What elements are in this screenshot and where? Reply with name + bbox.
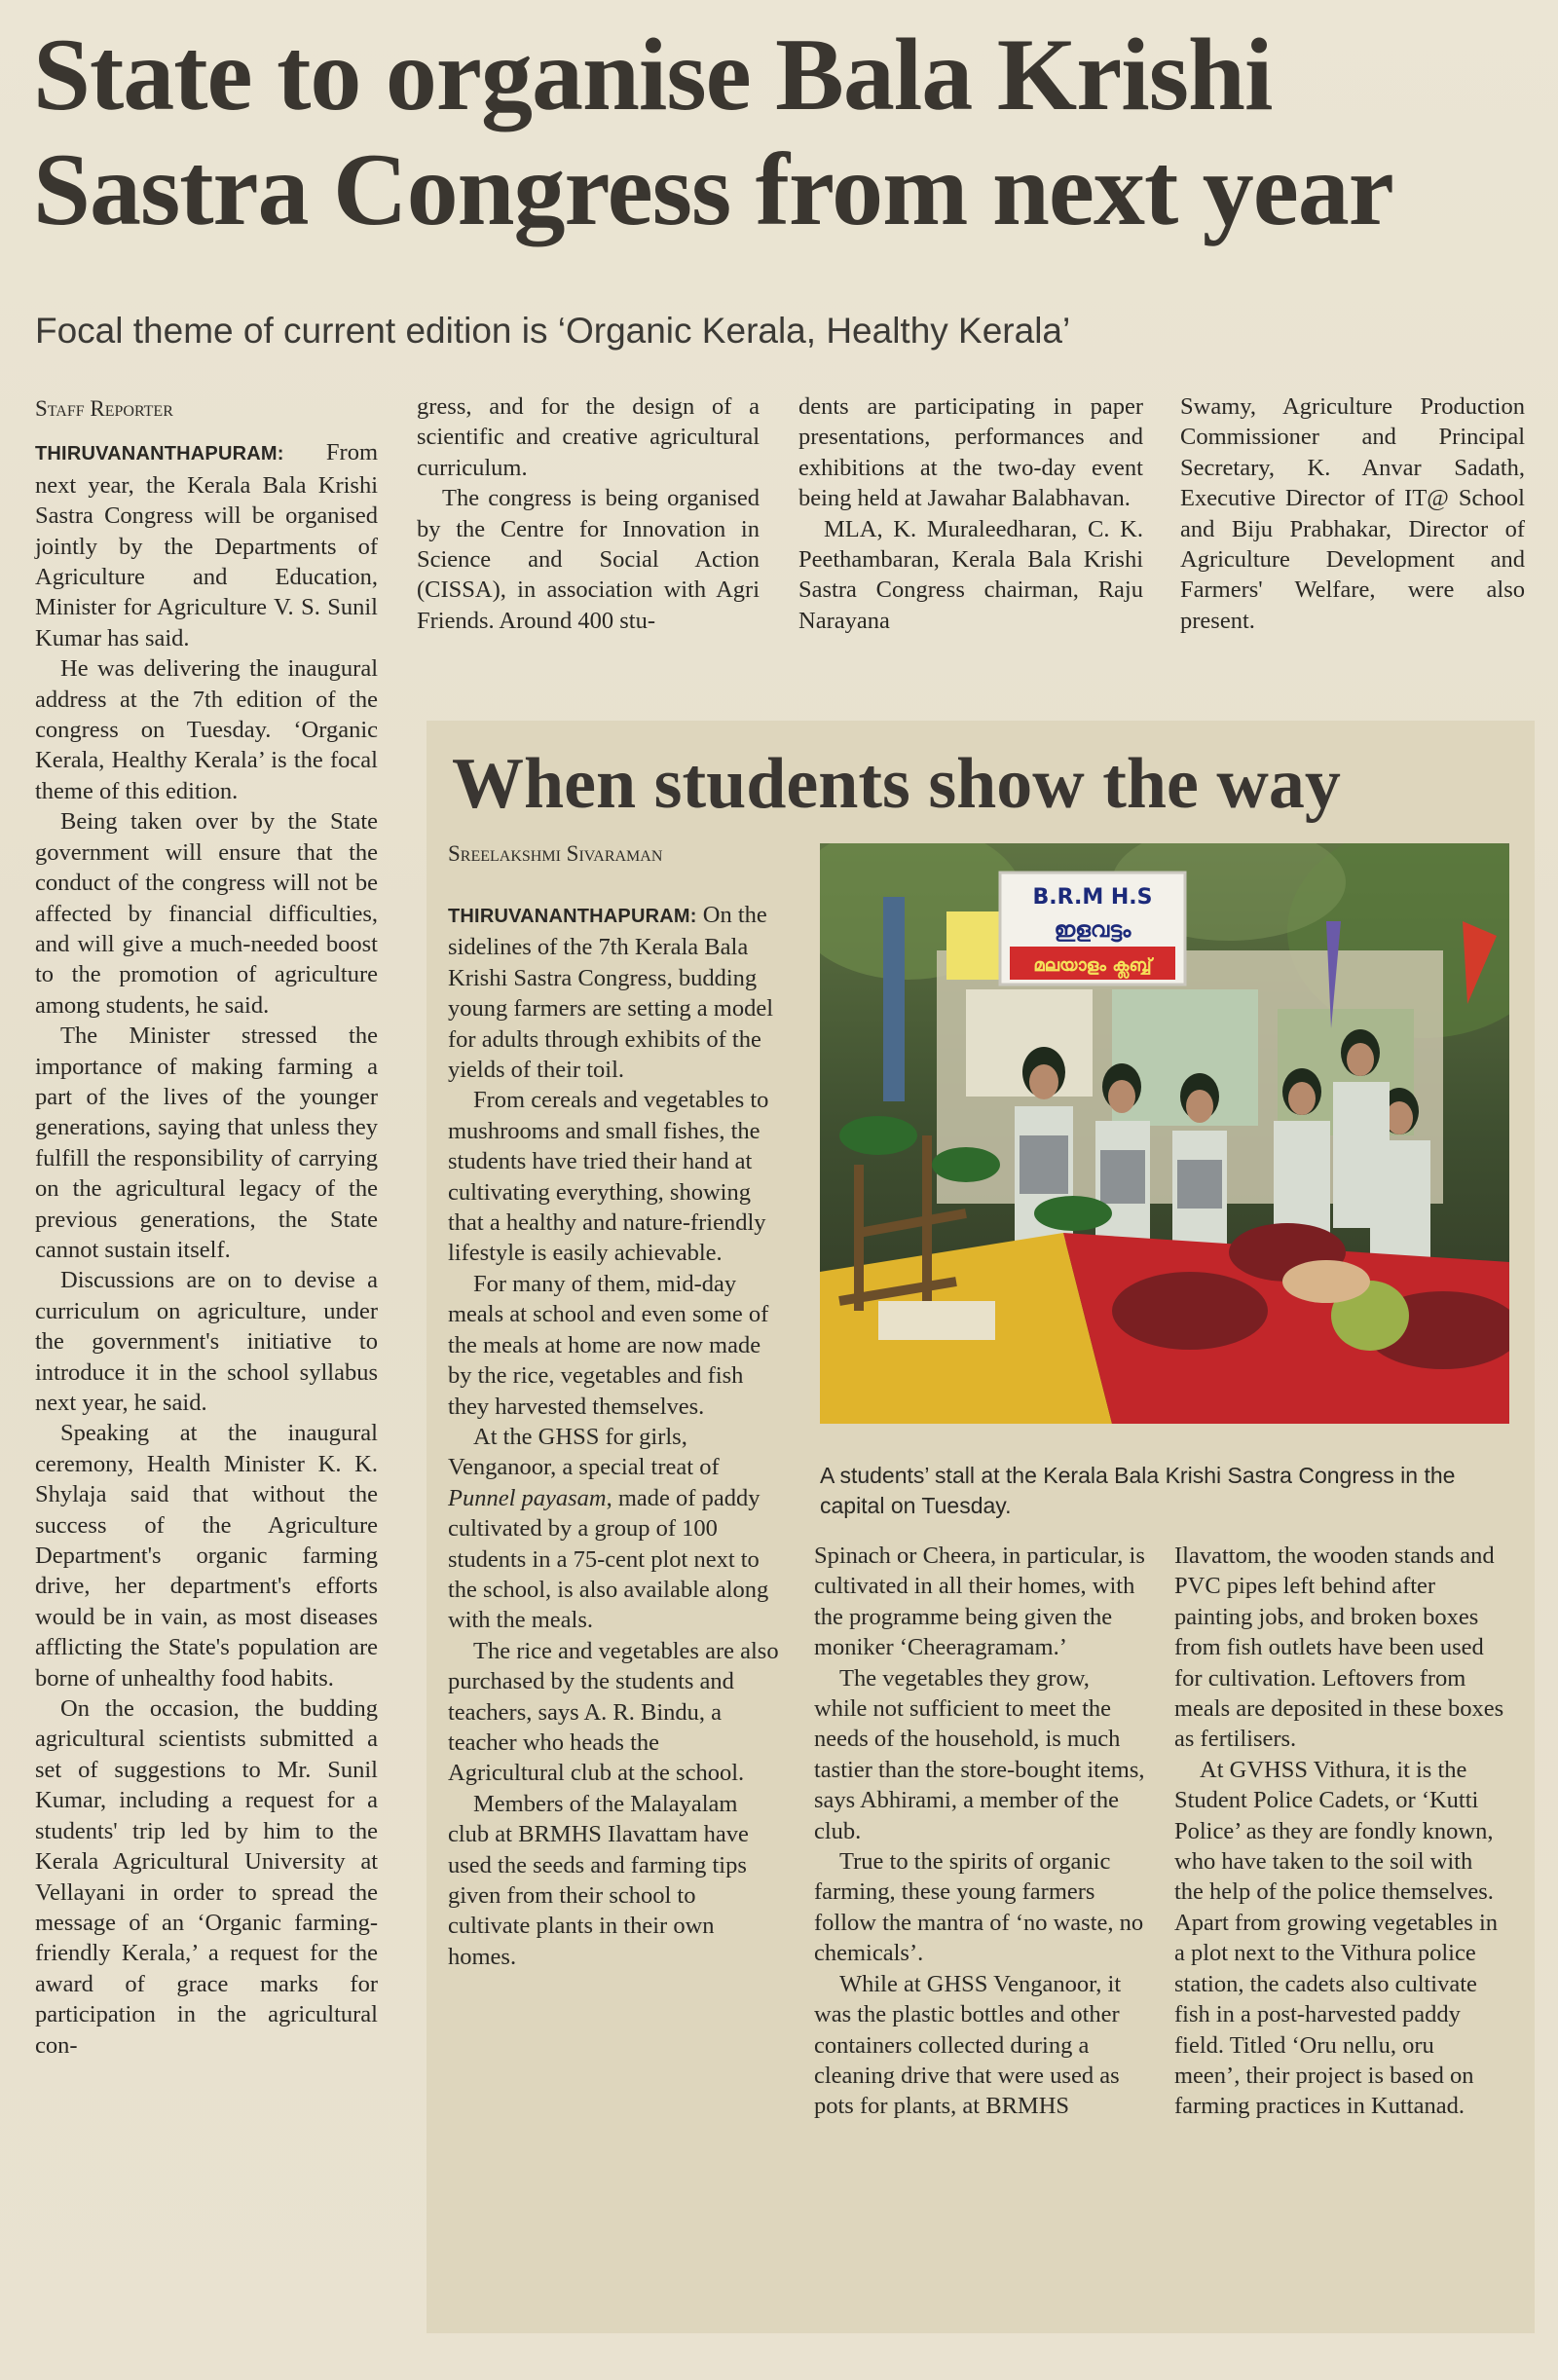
article-paragraph: Being taken over by the State government will ensure that the conduct of the congress will not be affected by financial difficulties, and will give a much-needed boost to the promotion of agriculture among students, he said. (35, 808, 378, 1019)
feature-paragraph: Spinach or Cheera, in particular, is cultivated in all their homes, with the programme being given the moniker ‘Cheeragramam.’ (814, 1543, 1145, 1661)
article-paragraph: Speaking at the inaugural ceremony, Health Minister K. K. Shylaja said that without the success of the Agriculture Department's organic farming drive, her department's efforts would be in vain, as most diseases afflicting the State's population are borne of unhealthy food habits. (35, 1420, 378, 1692)
sign-line-2: ഇളവട്ടം (1054, 918, 1131, 943)
article-column-2 (417, 391, 760, 636)
stall-photo (820, 843, 1509, 1424)
feature-title: When students show the way (452, 744, 1341, 824)
article-column-1 (35, 393, 378, 2061)
subheadline: Focal theme of current edition is ‘Organic Kerala, Healthy Kerala’ (35, 311, 1071, 351)
feature-paragraph: For many of them, mid-day meals at school and even some of the meals at home are now made by the rice, vegetables and fish they harvested themselves. (448, 1270, 769, 1420)
article-paragraph: He was delivering the inaugural address at the 7th edition of the congress on Tuesday. ‘Organic Kerala, Healthy Kerala’ is the focal theme of this edition. (35, 655, 378, 804)
article-paragraph: THIRUVANANTHAPURAM: From next year, the Kerala Bala Krishi Sastra Congress will be organised jointly by the Departments of Agriculture and Education, Minister for Agriculture V. S. Sunil Kumar has said. (35, 439, 378, 651)
feature-paragraph: Ilavattom, the wooden stands and PVC pipes left behind after painting jobs, and broken boxes from fish outlets have been used for cultivation. Leftovers from meals are deposited in these boxes as fertilisers. (1174, 1543, 1504, 1753)
feature-paragraph: At GVHSS Vithura, it is the Student Police Cadets, or ‘Kutti Police’ as they are fondly known, who have taken to the soil with the help of the police themselves. Apart from growing vegetables in a plot next to the Vithura police station, the cadets also cultivate fish in a post-harvested paddy field. Titled ‘Oru nellu, oru meen’, their project is based on farming practices in Kuttanad. (1174, 1756, 1499, 2120)
feature-paragraph: Members of the Malayalam club at BRMHS Ilavattam have used the seeds and farming tips given from their school to cultivate plants in their own homes. (448, 1790, 749, 1970)
article-column-3 (798, 391, 1143, 636)
feature-dateline: THIRUVANANTHAPURAM: (448, 906, 697, 927)
article-paragraph: dents are participating in paper presentations, performances and exhibitions at the two-day event being held at Jawahar Balabhavan. (798, 393, 1143, 512)
article-paragraph: The congress is being organised by the Centre for Innovation in Science and Social Action (CISSA), in association with Agri Friends. Around 400 stu- (417, 485, 760, 634)
article-column-4 (1180, 391, 1525, 636)
feature-column-2 (814, 1541, 1145, 2122)
feature-paragraph: The vegetables they grow, while not sufficient to meet the needs of the household, is much tastier than the store-bought items, says Abhirami, a member of the club. (814, 1664, 1145, 1844)
feature-paragraph: While at GHSS Venganoor, it was the plastic bottles and other containers collected during a cleaning drive that were used as pots for plants, at BRMHS (814, 1970, 1122, 2120)
article-paragraph: Discussions are on to devise a curriculum on agriculture, under the government's initiative to introduce it in the school syllabus next year, he said. (35, 1267, 378, 1416)
feature-byline: Sreelakshmi Sivaraman (448, 841, 663, 866)
dateline: THIRUVANANTHAPURAM: (35, 443, 284, 465)
article-paragraph: gress, and for the design of a scientific and creative agricultural curriculum. (417, 393, 760, 481)
dish-name: Punnel payasam (448, 1484, 607, 1511)
article-paragraph: Swamy, Agriculture Production Commissioner and Principal Secretary, K. Anvar Sadath, Executive Director of IT@ School and Biju Prabhakar, Director of Agriculture Development and Farmers' Welfare, were also present. (1180, 393, 1525, 634)
feature-column-3 (1174, 1541, 1505, 2122)
feature-box (427, 721, 1535, 2333)
feature-paragraph: From cereals and vegetables to mushrooms and small fishes, the students have tried their hand at cultivating everything, showing that a healthy and nature-friendly lifestyle is easily achievable. (448, 1087, 769, 1267)
feature-paragraph: At the GHSS for girls, Venganoor, a special treat of Punnel payasam, made of paddy cultivated by a group of 100 students in a 75-cent plot next to the school, is also available along with the meals. (448, 1423, 769, 1634)
article-paragraph: MLA, K. Muraleedharan, C. K. Peethambaran, Kerala Bala Krishi Sastra Congress chairman, Raju Narayana (798, 515, 1143, 634)
photo-caption: A students’ stall at the Kerala Bala Krishi Sastra Congress in the capital on Tuesday. (820, 1463, 1456, 1518)
headline: State to organise Bala Krishi Sastra Congress from next year (33, 18, 1393, 246)
byline: Staff Reporter (35, 396, 173, 421)
sign-line-3: മലയാളം ക്ലബ്ബ് (1033, 955, 1152, 976)
feature-paragraph: The rice and vegetables are also purchased by the students and teachers, says A. R. Bindu, a teacher who heads the Agricultural club at the school. (448, 1637, 779, 1787)
article-paragraph: On the occasion, the budding agricultural scientists submitted a set of suggestions to Mr. Sunil Kumar, including a request for a students' trip led by him to the Kerala Agricultural University at Vellayani in order to spread the message of an ‘Organic farming-friendly Kerala,’ a request for the award of grace marks for participation in the agricultural con- (35, 1695, 378, 2059)
article-paragraph: The Minister stressed the importance of making farming a part of the lives of the younger generations, saying that unless they fulfill the responsibility of carrying on the agricultural legacy of the previous generations, the State cannot sustain itself. (35, 1023, 378, 1263)
feature-paragraph: THIRUVANANTHAPURAM: On the sidelines of the 7th Kerala Bala Krishi Sastra Congress, budding young farmers are setting a model for adults through exhibits of the yields of their toil. (448, 902, 774, 1084)
sign-line-1: B.R.M H.S (1032, 885, 1153, 910)
feature-column-1 (448, 900, 779, 1972)
feature-paragraph: True to the spirits of organic farming, these young farmers follow the mantra of ‘no waste, no chemicals’. (814, 1848, 1144, 1967)
